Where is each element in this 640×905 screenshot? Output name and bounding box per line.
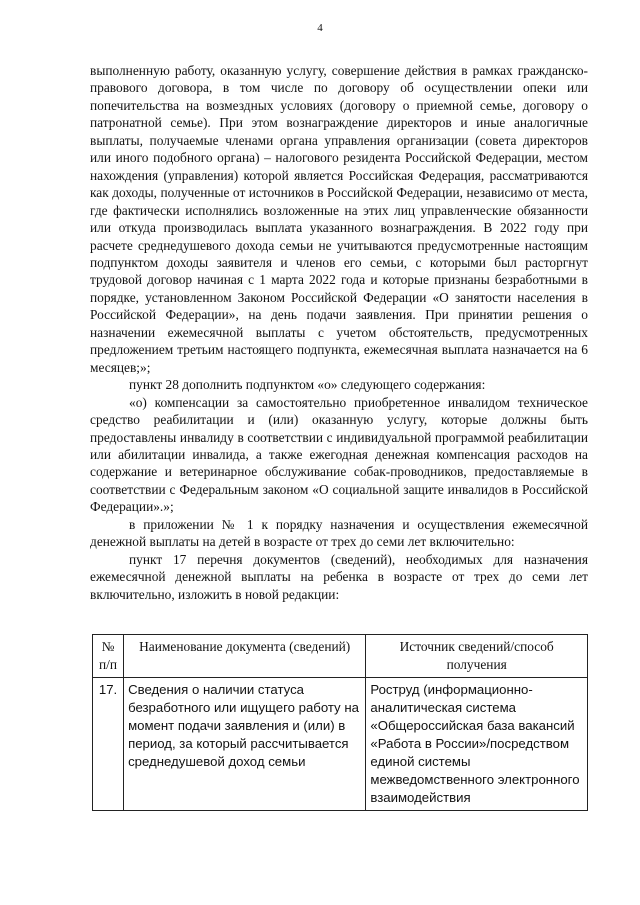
header-number: № п/п [93, 635, 124, 678]
paragraph-subpoint-o: «о) компенсации за самостоятельно приобретенное инвалидом техническое средство реабилитации и (или) оказанную услугу, которые должны быть предоставлены инвалиду в соответствии с индивидуальной программой реабилитации или абилитации инвалида, а также ежегодная денежная компенсация расходов на содержание и ветеринарное обслуживание собак-проводников, предоставляемые в соответствии с Федеральным законом «О социальной защите инвалидов в Российской Федерации».»; [90, 394, 588, 515]
paragraph-continuation: выполненную работу, оказанную услугу, совершение действия в рамках гражданско-правового договора, в том числе по договору об осуществлении опеки или попечительства на возмездных условиях (договору о приемной семье, договору о патронатной семье). При этом вознаграждение директоров и иные аналогичные выплаты, получаемые членами органа управления организации (совета директоров или иного подобного органа) – налогового резидента Российской Федерации, местом нахождения (управления) которой является Российская Федерация, рассматриваются как доходы, полученные от источников в Российской Федерации, независимо от места, где фактически исполнялись возложенные на этих лиц управленческие обязанности или откуда производилась выплата указанного вознаграждения. В 2022 году при расчете среднедушевого дохода семьи не учитываются предусмотренные настоящим подпунктом доходы заявителя и членов его семьи, с которыми был расторгнут трудовой договор начиная с 1 марта 2022 года и которые признаны безработными в порядке, установленном Законом Российской Федерации «О занятости населения в Российской Федерации», на день подачи заявления. При принятии решения о назначении ежемесячной выплаты с учетом обстоятельств, предусмотренных предложением третьим настоящего подпункта, ежемесячная выплата назначается на 6 месяцев;»; [90, 63, 588, 375]
paragraph-appendix-1: в приложении № 1 к порядку назначения и осуществления ежемесячной денежной выплаты на детей в возрасте от трех до семи лет включительно: [90, 516, 588, 550]
table-row [93, 677, 588, 810]
paragraph-point-17: пункт 17 перечня документов (сведений), необходимых для назначения ежемесячной денежной выплаты на ребенка в возрасте от трех до семи лет включительно, изложить в новой редакции: [90, 551, 588, 602]
row-document-name: Сведения о наличии статуса безработного или ищущего работу на момент подачи заявления и (или) в период, за который рассчитывается среднедушевой доход семьи [124, 677, 366, 810]
header-document-name: Наименование документа (сведений) [124, 635, 366, 678]
documents-table [92, 634, 588, 811]
row-source: Роструд (информационно-аналитическая система «Общероссийская база вакансий «Работа в России»/посредством единой системы межведомственного электронного взаимодействия [366, 677, 588, 810]
table-header-row [93, 635, 588, 678]
page-number: 4 [317, 22, 323, 34]
paragraph-point-28: пункт 28 дополнить подпунктом «о» следующего содержания: [129, 377, 486, 393]
document-body [90, 62, 588, 603]
header-source: Источник сведений/способ получения [366, 635, 588, 678]
row-number: 17. [93, 677, 124, 810]
